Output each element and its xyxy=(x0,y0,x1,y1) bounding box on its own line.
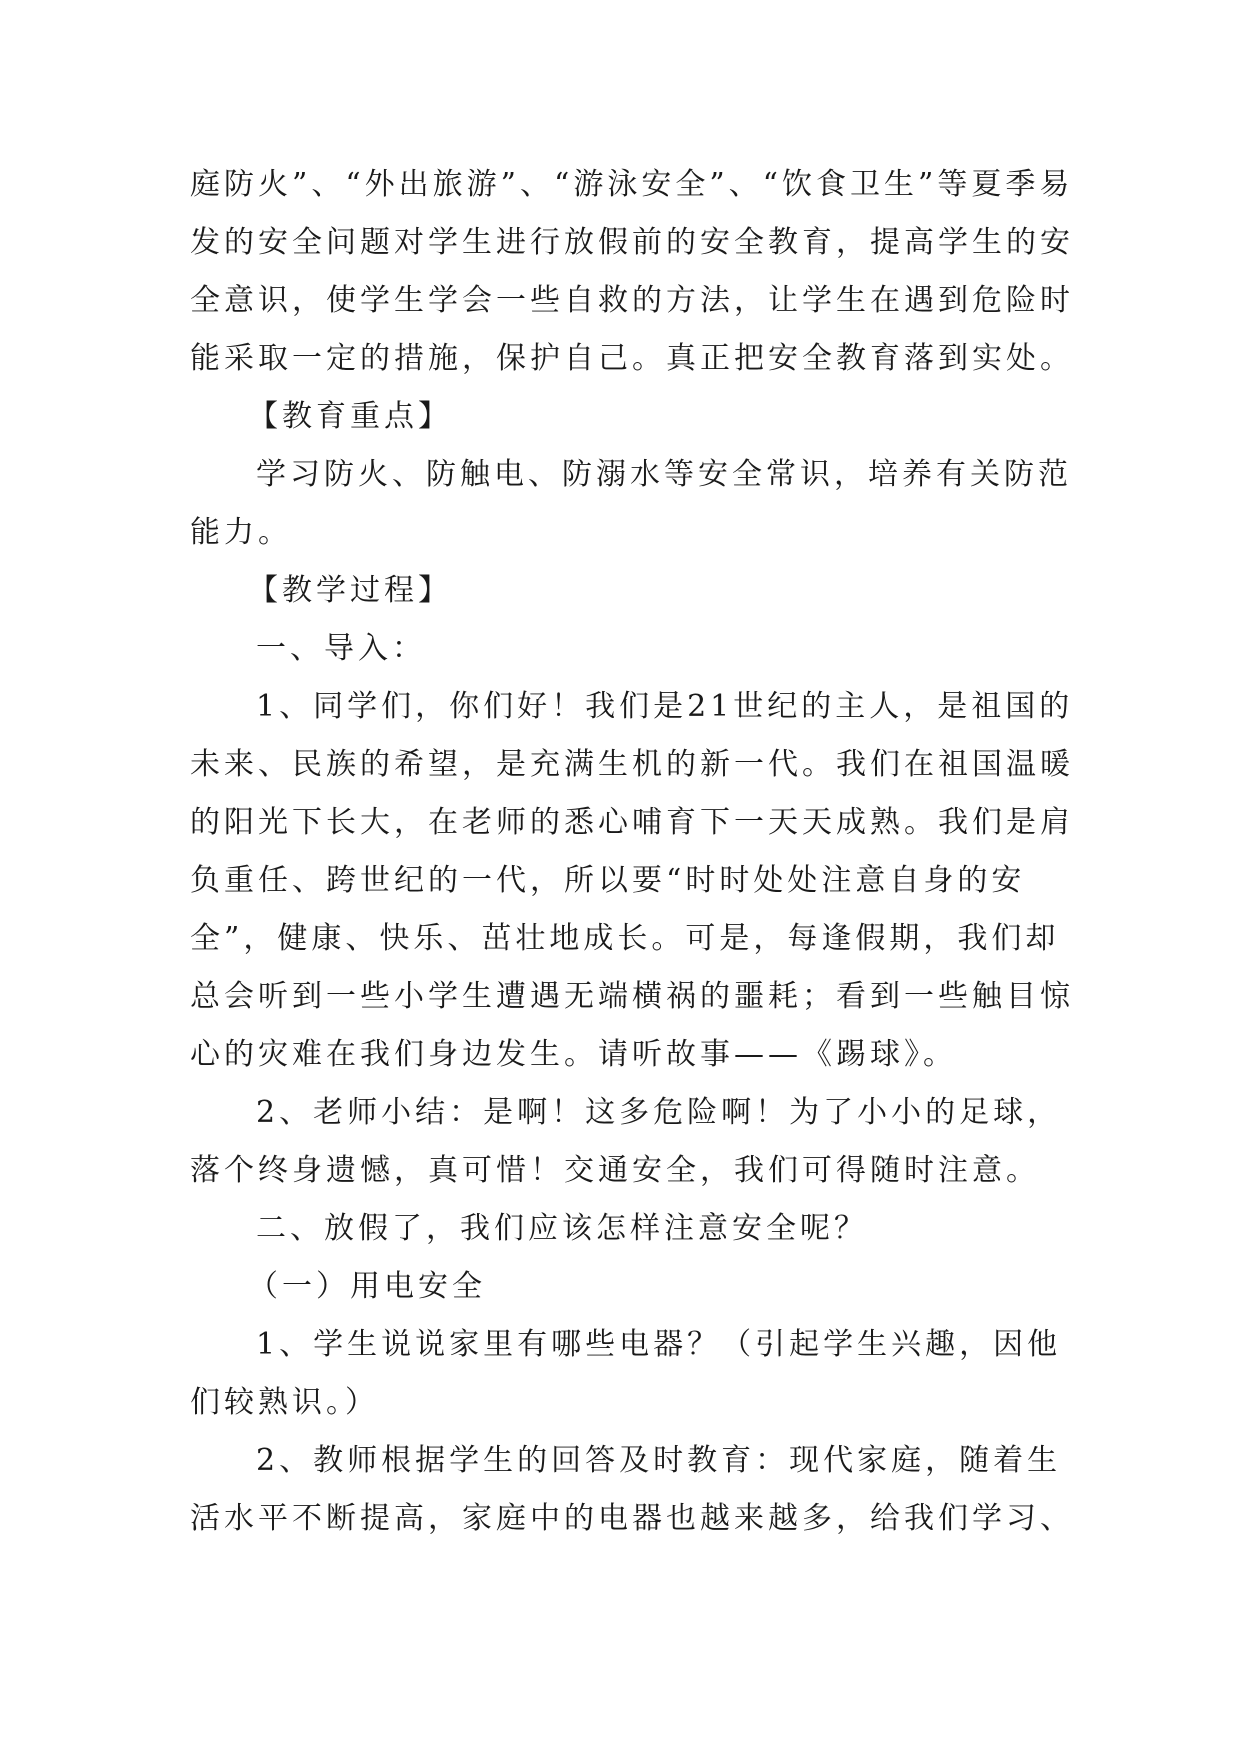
text-line: 能力。 xyxy=(190,515,292,550)
text-line: 1、同学们，你们好！我们是21世纪的主人，是祖国的 xyxy=(256,689,1074,724)
text-line: 发的安全问题对学生进行放假前的安全教育，提高学生的安 xyxy=(190,225,1074,260)
text-line: 全”，健康、快乐、茁壮地成长。可是，每逢假期，我们却 xyxy=(190,921,1060,956)
section-heading: 【教育重点】 xyxy=(248,399,452,434)
text-line: 负重任、跨世纪的一代，所以要“时时处处注意自身的安 xyxy=(190,863,1026,898)
text-line: 心的灾难在我们身边发生。请听故事——《踢球》。 xyxy=(190,1037,957,1072)
text-line: 落个终身遗憾，真可惜！交通安全，我们可得随时注意。 xyxy=(190,1153,1040,1188)
text-line: 全意识，使学生学会一些自救的方法，让学生在遇到危险时 xyxy=(190,283,1074,318)
text-line: 未来、民族的希望，是充满生机的新一代。我们在祖国温暖 xyxy=(190,747,1074,782)
subsection-heading: （一）用电安全 xyxy=(248,1269,486,1304)
text-line: 二、放假了，我们应该怎样注意安全呢？ xyxy=(256,1211,868,1246)
text-line: 们较熟识。） xyxy=(190,1385,379,1420)
text-line: 庭防火”、“外出旅游”、“游泳安全”、“饮食卫生”等夏季易 xyxy=(190,167,1074,202)
text-line: 一、导入： xyxy=(256,631,426,666)
text-line: 学习防火、防触电、防溺水等安全常识，培养有关防范 xyxy=(256,457,1072,492)
section-heading: 【教学过程】 xyxy=(248,573,452,608)
text-line: 1、学生说说家里有哪些电器？（引起学生兴趣，因他 xyxy=(256,1327,1062,1362)
text-line: 2、老师小结：是啊！这多危险啊！为了小小的足球， xyxy=(256,1095,1062,1130)
text-line: 总会听到一些小学生遭遇无端横祸的噩耗；看到一些触目惊 xyxy=(190,979,1074,1014)
text-line: 能采取一定的措施，保护自己。真正把安全教育落到实处。 xyxy=(190,341,1074,376)
text-line: 2、教师根据学生的回答及时教育：现代家庭，随着生 xyxy=(256,1443,1062,1478)
text-line: 的阳光下长大，在老师的悉心哺育下一天天成熟。我们是肩 xyxy=(190,805,1074,840)
text-line: 活水平不断提高，家庭中的电器也越来越多，给我们学习、 xyxy=(190,1501,1074,1536)
